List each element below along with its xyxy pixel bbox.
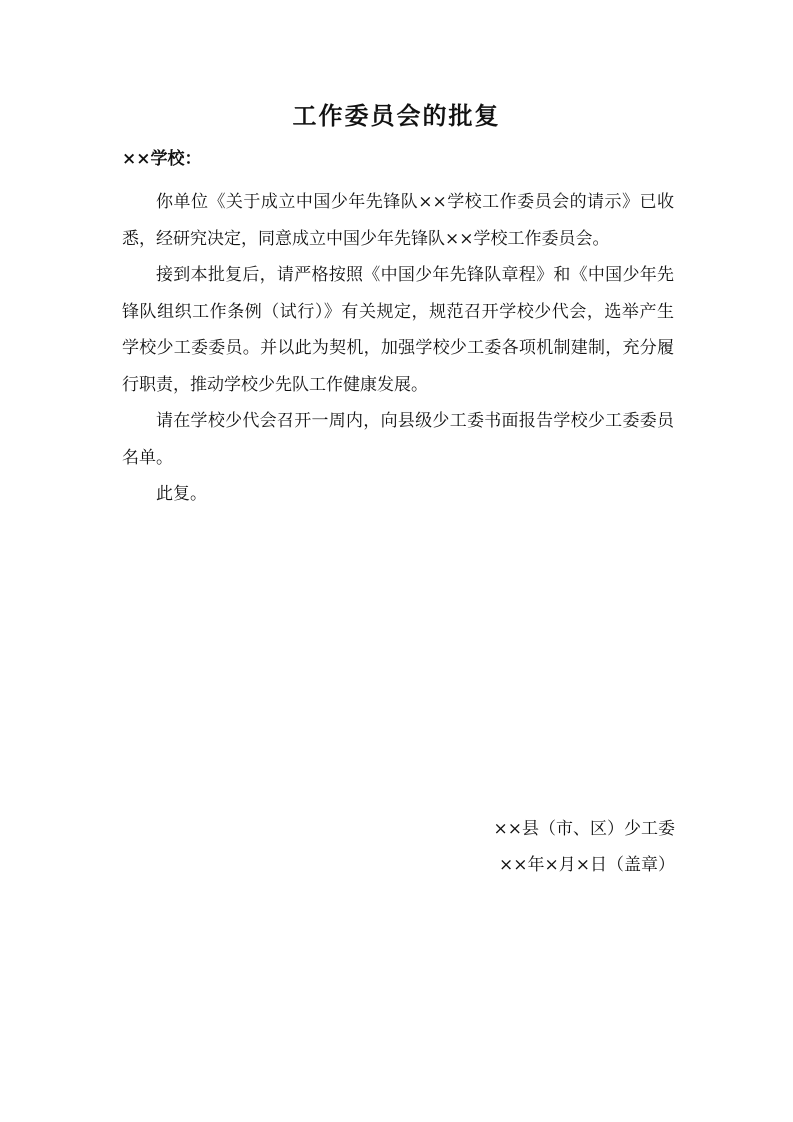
signature-block (494, 811, 676, 883)
body-paragraph: 接到本批复后，请严格按照《中国少年先锋队章程》和《中国少年先锋队组织工作条例（试行）》有关规定，规范召开学校少代会，选举产生学校少工委委员。并以此为契机，加强学校少工委各项机制建制，充分履行职责，推动学校少先队工作健康发展。 (122, 265, 674, 395)
body-paragraph: 请在学校少代会召开一周内，向县级少工委书面报告学校少工委委员名单。 (122, 411, 674, 468)
document-body (122, 184, 674, 513)
document-title: 工作委员会的批复 (292, 101, 501, 130)
closing-phrase: 此复。 (156, 484, 207, 504)
salutation: ××学校： (122, 149, 202, 169)
signature-org: ××县（市、区）少工委 (493, 819, 675, 839)
body-paragraph: 你单位《关于成立中国少年先锋队××学校工作委员会的请示》已收悉，经研究决定，同意成立中国少年先锋队××学校工作委员会。 (122, 192, 674, 249)
signature-date: ××年×月×日（盖章） (499, 855, 675, 875)
